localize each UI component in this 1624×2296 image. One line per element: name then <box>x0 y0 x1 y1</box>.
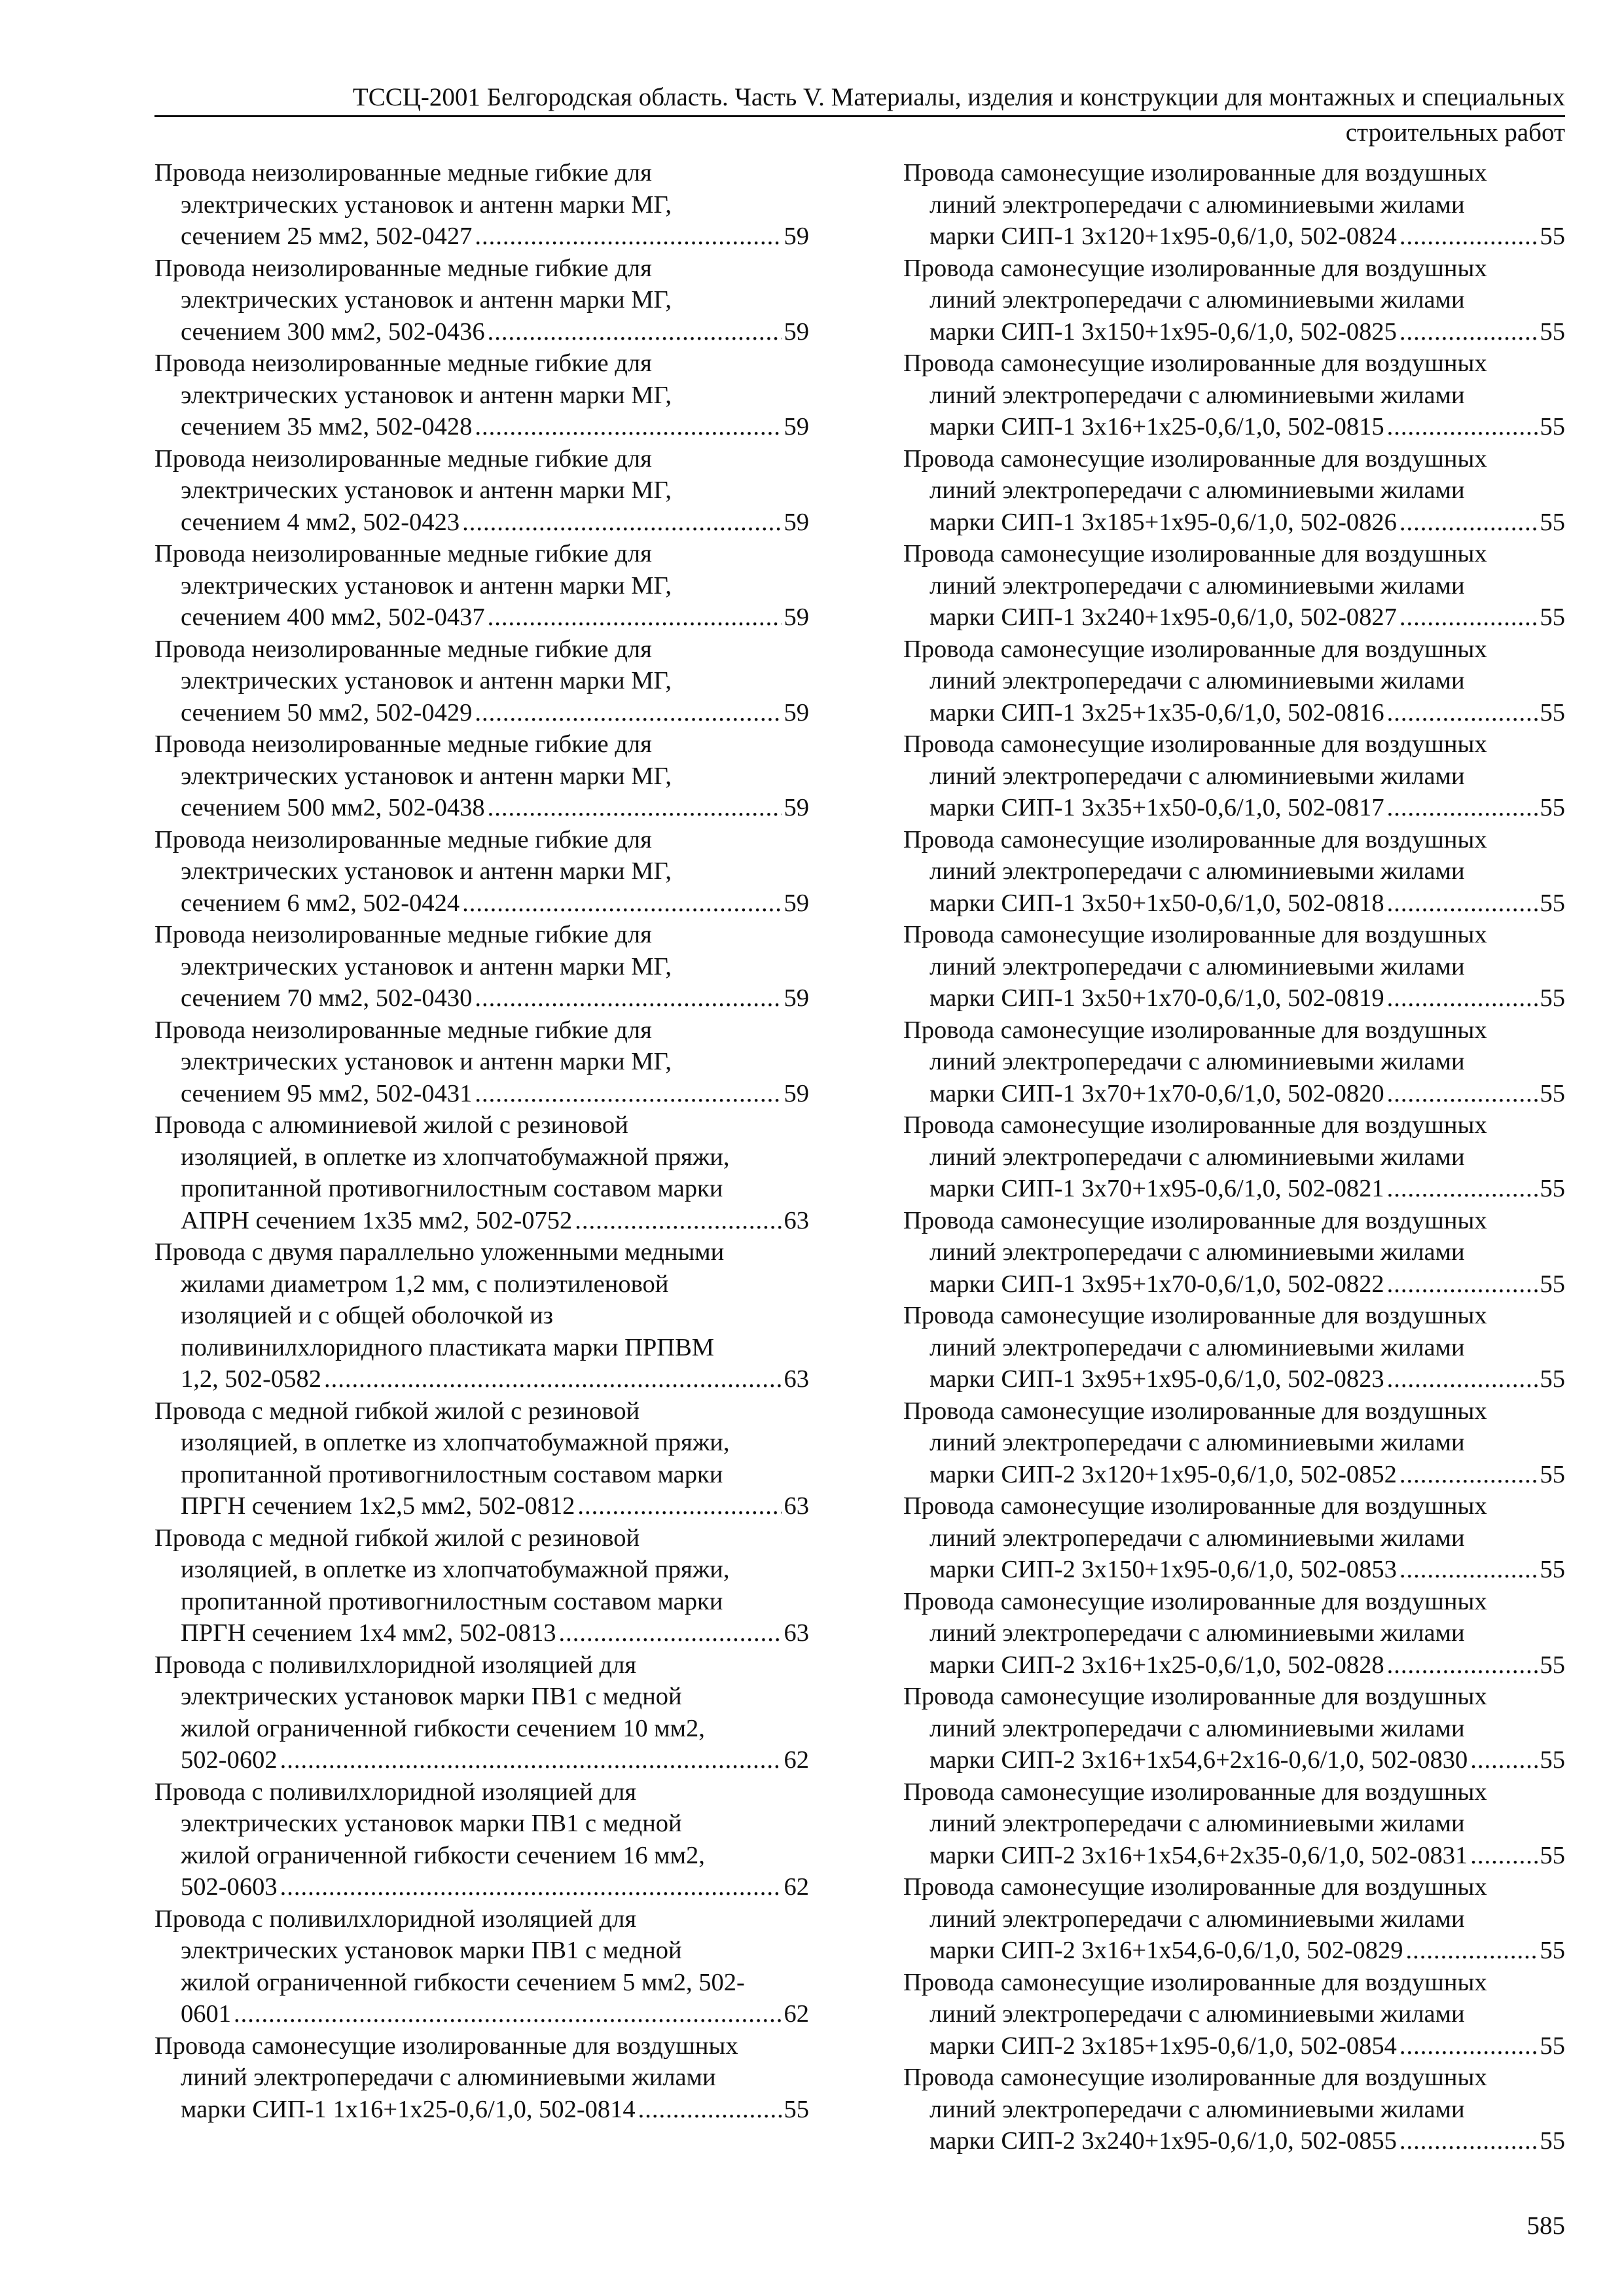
dot-leader <box>1387 411 1538 443</box>
entry-text: сечением 400 мм2, 502-0437 <box>181 603 485 631</box>
entry-line: линий электропередачи с алюминиевыми жилами <box>929 1524 1465 1552</box>
index-column-right <box>903 157 1565 2157</box>
entry-text: 502-0603 <box>181 1873 278 1901</box>
index-entry <box>154 1395 809 1522</box>
entry-line <box>154 316 809 348</box>
dot-leader <box>488 316 782 348</box>
entry-line: поливинилхлоридного пластиката марки ПРПВМ <box>181 1333 715 1361</box>
entry-text: марки СИП-1 3х25+1х35-0,6/1,0, 502-0816 <box>929 698 1384 726</box>
entry-line <box>903 1459 1565 1491</box>
entry-text: марки СИП-1 3х95+1х95-0,6/1,0, 502-0823 <box>929 1365 1384 1393</box>
entry-line: электрических установок и антенн марки МГ, <box>181 190 672 219</box>
entry-line <box>903 1173 1565 1205</box>
entry-page-ref: 59 <box>784 889 809 917</box>
entry-line <box>903 601 1565 634</box>
entry-text: марки СИП-1 3х95+1х70-0,6/1,0, 502-0822 <box>929 1270 1384 1298</box>
entry-text: марки СИП-2 3х120+1х95-0,6/1,0, 502-0852 <box>929 1460 1397 1488</box>
entry-text: марки СИП-1 1х16+1х25-0,6/1,0, 502-0814 <box>181 2095 636 2123</box>
index-entry <box>903 1205 1565 1300</box>
entry-line: Провода с поливилхлоридной изоляцией для <box>154 1778 637 1806</box>
entry-page-ref: 63 <box>784 1619 809 1647</box>
entry-page-ref: 59 <box>784 984 809 1012</box>
dot-leader <box>1399 601 1538 634</box>
entry-text: марки СИП-1 3х70+1х95-0,6/1,0, 502-0821 <box>929 1175 1384 1202</box>
dot-leader <box>1399 2030 1538 2062</box>
entry-line: электрических установок и антенн марки МГ, <box>181 571 672 600</box>
dot-leader <box>475 411 781 443</box>
entry-text: АПРН сечением 1х35 мм2, 502-0752 <box>181 1206 573 1234</box>
entry-line: электрических установок и антенн марки МГ, <box>181 476 672 504</box>
index-entry <box>903 1681 1565 1776</box>
dot-leader <box>1399 507 1538 539</box>
entry-line: Провода самонесущие изолированные для воздушных <box>903 1968 1487 1996</box>
entry-line <box>903 888 1565 920</box>
entry-text: сечением 70 мм2, 502-0430 <box>181 984 473 1012</box>
entry-line: Провода с алюминиевой жилой с резиновой <box>154 1111 628 1139</box>
entry-line <box>903 1268 1565 1300</box>
entry-line: Провода самонесущие изолированные для воздушных <box>903 350 1487 377</box>
dot-leader <box>475 221 781 253</box>
index-entry <box>903 1490 1565 1586</box>
entry-line: Провода самонесущие изолированные для воздушных <box>903 444 1487 473</box>
entry-line: Провода самонесущие изолированные для воздушных <box>903 635 1487 663</box>
entry-line: электрических установок и антенн марки МГ, <box>181 952 672 980</box>
entry-line: электрических установок и антенн марки МГ, <box>181 286 672 314</box>
entry-line: изоляцией, в оплетке из хлопчатобумажной пряжи, <box>181 1429 730 1456</box>
dot-leader <box>488 601 782 634</box>
index-entry <box>154 728 809 824</box>
index-entry <box>154 634 809 729</box>
entry-text: ПРГН сечением 1х4 мм2, 502-0813 <box>181 1619 556 1647</box>
entry-line <box>903 982 1565 1014</box>
entry-line: Провода неизолированные медные гибкие для <box>154 730 652 758</box>
entry-line: электрических установок и антенн марки МГ, <box>181 762 672 790</box>
entry-line: Провода самонесущие изолированные для воздушных <box>903 1873 1487 1901</box>
entry-line: линий электропередачи с алюминиевыми жилами <box>929 190 1465 219</box>
entry-text: 502-0602 <box>181 1746 278 1774</box>
dot-leader <box>1387 1268 1538 1300</box>
entry-line: электрических установок марки ПВ1 с медной <box>181 1683 682 1710</box>
entry-page-ref: 55 <box>1540 223 1565 250</box>
entry-line: электрических установок марки ПВ1 с медной <box>181 1937 682 1964</box>
index-entry <box>903 348 1565 443</box>
entry-line <box>154 1617 809 1649</box>
entry-line <box>154 697 809 729</box>
index-entry <box>903 634 1565 729</box>
entry-line <box>154 411 809 443</box>
entry-line: линий электропередачи с алюминиевыми жилами <box>929 2095 1465 2123</box>
entry-line: жилой ограниченной гибкости сечением 16 мм2, <box>181 1841 705 1869</box>
entry-line: Провода самонесущие изолированные для воздушных <box>903 730 1487 758</box>
dot-leader <box>1399 316 1538 348</box>
entry-line: Провода самонесущие изолированные для воздушных <box>903 1778 1487 1806</box>
entry-line <box>903 1744 1565 1776</box>
entry-line <box>903 1649 1565 1681</box>
entry-line: изоляцией, в оплетке из хлопчатобумажной пряжи, <box>181 1143 730 1171</box>
entry-line: линий электропередачи с алюминиевыми жилами <box>929 1238 1465 1266</box>
entry-line <box>903 1363 1565 1395</box>
entry-line: Провода самонесущие изолированные для воздушных <box>154 2032 738 2060</box>
entry-line: линий электропередачи с алюминиевыми жилами <box>181 2064 716 2091</box>
entry-line <box>903 1840 1565 1872</box>
dot-leader <box>1406 1935 1538 1967</box>
entry-line <box>903 411 1565 443</box>
page-number: 585 <box>1526 2212 1565 2240</box>
entry-text: марки СИП-2 3х150+1х95-0,6/1,0, 502-0853 <box>929 1556 1397 1583</box>
entry-line <box>903 507 1565 539</box>
entry-text: марки СИП-1 3х240+1х95-0,6/1,0, 502-0827 <box>929 603 1397 631</box>
dot-leader <box>1387 792 1538 824</box>
index-entry <box>903 2062 1565 2157</box>
entry-page-ref: 59 <box>784 698 809 726</box>
entry-line <box>903 1935 1565 1967</box>
entry-line <box>903 316 1565 348</box>
entry-text: марки СИП-2 3х16+1х54,6+2х35-0,6/1,0, 502-0831 <box>929 1841 1468 1869</box>
entry-page-ref: 59 <box>784 603 809 631</box>
dot-leader <box>1387 982 1538 1014</box>
entry-line <box>154 601 809 634</box>
entry-line: Провода неизолированные медные гибкие для <box>154 921 652 948</box>
entry-line <box>154 1998 809 2030</box>
header-subtitle: строительных работ <box>1345 118 1565 147</box>
dot-leader <box>1470 1840 1537 1872</box>
entry-line: Провода с медной гибкой жилой с резиновой <box>154 1397 640 1425</box>
entry-page-ref: 55 <box>1540 1746 1565 1774</box>
dot-leader <box>1470 1744 1537 1776</box>
entry-text: марки СИП-1 3х16+1х25-0,6/1,0, 502-0815 <box>929 413 1384 440</box>
entry-line <box>154 507 809 539</box>
entry-page-ref: 59 <box>784 223 809 250</box>
entry-text: марки СИП-2 3х16+1х25-0,6/1,0, 502-0828 <box>929 1651 1384 1679</box>
dot-leader <box>462 888 781 920</box>
index-entry <box>903 1014 1565 1110</box>
entry-line: Провода самонесущие изолированные для воздушных <box>903 254 1487 282</box>
index-entry <box>903 443 1565 539</box>
entry-text: 1,2, 502-0582 <box>181 1365 321 1393</box>
entry-line: линий электропередачи с алюминиевыми жилами <box>929 381 1465 409</box>
index-entry <box>154 824 809 920</box>
entry-text: сечением 50 мм2, 502-0429 <box>181 698 473 726</box>
entry-line: Провода самонесущие изолированные для воздушных <box>903 159 1487 187</box>
entry-line <box>154 1363 809 1395</box>
dot-leader <box>1387 1078 1538 1110</box>
entry-page-ref: 55 <box>1540 1079 1565 1107</box>
entry-page-ref: 55 <box>1540 1841 1565 1869</box>
dot-leader <box>1387 888 1538 920</box>
dot-leader <box>475 982 781 1014</box>
entry-page-ref: 55 <box>1540 698 1565 726</box>
dot-leader <box>1399 2125 1538 2157</box>
entry-page-ref: 55 <box>1540 1460 1565 1488</box>
index-entry <box>154 1236 809 1395</box>
dot-leader <box>324 1363 782 1395</box>
index-entry <box>903 1109 1565 1205</box>
entry-line: линий электропередачи с алюминиевыми жилами <box>929 1143 1465 1171</box>
entry-line <box>154 2094 809 2126</box>
entry-line: Провода неизолированные медные гибкие для <box>154 159 652 187</box>
entry-page-ref: 55 <box>1540 1651 1565 1679</box>
entry-line: Провода самонесущие изолированные для воздушных <box>903 1587 1487 1615</box>
index-entry <box>903 1871 1565 1967</box>
entry-line: Провода самонесущие изолированные для воздушных <box>903 1302 1487 1329</box>
index-entry <box>903 728 1565 824</box>
entry-page-ref: 55 <box>1540 1937 1565 1964</box>
dot-leader <box>234 1998 782 2030</box>
entry-page-ref: 55 <box>1540 984 1565 1012</box>
entry-page-ref: 55 <box>1540 413 1565 440</box>
entry-line: Провода самонесущие изолированные для воздушных <box>903 1492 1487 1520</box>
entry-line: Провода самонесущие изолированные для воздушных <box>903 540 1487 567</box>
index-entry <box>903 157 1565 253</box>
index-entry <box>154 1903 809 2030</box>
entry-line: Провода неизолированные медные гибкие для <box>154 635 652 663</box>
entry-text: сечением 25 мм2, 502-0427 <box>181 223 473 250</box>
dot-leader <box>1387 1173 1538 1205</box>
entry-line: жилой ограниченной гибкости сечением 5 мм2, 502- <box>181 1968 745 1996</box>
entry-line: Провода неизолированные медные гибкие для <box>154 444 652 473</box>
entry-page-ref: 63 <box>784 1206 809 1234</box>
dot-leader <box>577 1490 781 1522</box>
index-entry <box>154 157 809 253</box>
entry-text: марки СИП-2 3х16+1х54,6+2х16-0,6/1,0, 502-0830 <box>929 1746 1468 1774</box>
entry-line: линий электропередачи с алюминиевыми жилами <box>929 952 1465 980</box>
entry-line: Провода самонесущие изолированные для воздушных <box>903 825 1487 853</box>
dot-leader <box>1399 1459 1538 1491</box>
index-entry <box>903 1776 1565 1872</box>
entry-line <box>154 792 809 824</box>
entry-line: линий электропередачи с алюминиевыми жилами <box>929 1333 1465 1361</box>
entry-line: Провода самонесущие изолированные для воздушных <box>903 1111 1487 1139</box>
dot-leader <box>1399 221 1538 253</box>
entry-line <box>154 982 809 1014</box>
entry-line <box>154 888 809 920</box>
entry-line: Провода самонесущие изолированные для воздушных <box>903 921 1487 948</box>
index-entry <box>903 538 1565 634</box>
entry-line: пропитанной противогнилостным составом марки <box>181 1175 723 1202</box>
entry-text: сечением 4 мм2, 502-0423 <box>181 508 460 536</box>
entry-line <box>903 697 1565 729</box>
index-entry <box>903 1967 1565 2062</box>
entry-page-ref: 62 <box>784 2000 809 2028</box>
entry-page-ref: 55 <box>1540 794 1565 821</box>
entry-text: сечением 6 мм2, 502-0424 <box>181 889 460 917</box>
entry-page-ref: 55 <box>1540 1270 1565 1298</box>
entry-page-ref: 55 <box>1540 2127 1565 2155</box>
index-entry <box>903 824 1565 920</box>
entry-text: сечением 300 мм2, 502-0436 <box>181 317 485 346</box>
entry-line: жилами диаметром 1,2 мм, с полиэтиленовой <box>181 1270 669 1298</box>
entry-line: линий электропередачи с алюминиевыми жилами <box>929 1905 1465 1933</box>
entry-text: марки СИП-1 3х120+1х95-0,6/1,0, 502-0824 <box>929 223 1397 250</box>
dot-leader <box>575 1205 781 1237</box>
dot-leader <box>475 1078 781 1110</box>
entry-line: линий электропередачи с алюминиевыми жилами <box>929 1048 1465 1075</box>
entry-page-ref: 63 <box>784 1492 809 1520</box>
entry-line <box>154 221 809 253</box>
entry-line: Провода самонесущие изолированные для воздушных <box>903 2064 1487 2091</box>
entry-page-ref: 55 <box>784 2095 809 2123</box>
entry-page-ref: 62 <box>784 1873 809 1901</box>
entry-page-ref: 55 <box>1540 1365 1565 1393</box>
entry-line <box>903 221 1565 253</box>
entry-text: марки СИП-1 3х50+1х50-0,6/1,0, 502-0818 <box>929 889 1384 917</box>
entry-page-ref: 59 <box>784 1079 809 1107</box>
entry-line: пропитанной противогнилостным составом марки <box>181 1587 723 1615</box>
dot-leader <box>1399 1554 1538 1586</box>
index-entry <box>154 1109 809 1236</box>
entry-text: марки СИП-2 3х16+1х54,6-0,6/1,0, 502-0829 <box>929 1937 1403 1964</box>
index-entry <box>154 919 809 1014</box>
entry-line <box>154 1744 809 1776</box>
entry-line <box>903 1078 1565 1110</box>
dot-leader <box>462 507 781 539</box>
dot-leader <box>1387 1649 1538 1681</box>
index-entry <box>903 919 1565 1014</box>
entry-line: Провода самонесущие изолированные для воздушных <box>903 1683 1487 1710</box>
entry-line: Провода неизолированные медные гибкие для <box>154 540 652 567</box>
index-entry <box>154 538 809 634</box>
entry-line: Провода неизолированные медные гибкие для <box>154 350 652 377</box>
entry-line: Провода с двумя параллельно уложенными медными <box>154 1238 725 1266</box>
entry-text: марки СИП-1 3х185+1х95-0,6/1,0, 502-0826 <box>929 508 1397 536</box>
entry-line: пропитанной противогнилостным составом марки <box>181 1460 723 1488</box>
entry-page-ref: 55 <box>1540 1175 1565 1202</box>
entry-line: электрических установок и антенн марки МГ, <box>181 857 672 885</box>
entry-page-ref: 59 <box>784 794 809 821</box>
dot-leader <box>638 2094 782 2126</box>
entry-text: марки СИП-1 3х35+1х50-0,6/1,0, 502-0817 <box>929 794 1384 821</box>
index-entry <box>903 253 1565 348</box>
index-entry <box>154 1649 809 1776</box>
entry-text: марки СИП-2 3х240+1х95-0,6/1,0, 502-0855 <box>929 2127 1397 2155</box>
entry-page-ref: 59 <box>784 508 809 536</box>
index-entry <box>154 253 809 348</box>
index-column-left <box>154 157 809 2125</box>
entry-line: линий электропередачи с алюминиевыми жилами <box>929 667 1465 694</box>
entry-page-ref: 55 <box>1540 317 1565 346</box>
entry-line: линий электропередачи с алюминиевыми жилами <box>929 476 1465 504</box>
header-title: ТССЦ-2001 Белгородская область. Часть V. Материалы, изделия и конструкции для монтажных и специальных <box>352 83 1565 111</box>
index-entry <box>154 1014 809 1110</box>
index-entry <box>154 1522 809 1649</box>
entry-page-ref: 59 <box>784 413 809 440</box>
entry-line: электрических установок и антенн марки МГ, <box>181 381 672 409</box>
entry-line: Провода самонесущие изолированные для воздушных <box>903 1206 1487 1234</box>
entry-line: линий электропередачи с алюминиевыми жилами <box>929 1619 1465 1647</box>
entry-text: марки СИП-1 3х150+1х95-0,6/1,0, 502-0825 <box>929 317 1397 346</box>
entry-line: Провода самонесущие изолированные для воздушных <box>903 1397 1487 1425</box>
entry-text: ПРГН сечением 1х2,5 мм2, 502-0812 <box>181 1492 575 1520</box>
entry-line <box>903 792 1565 824</box>
entry-line: Провода неизолированные медные гибкие для <box>154 1016 652 1044</box>
index-entry <box>154 1776 809 1903</box>
entry-line: электрических установок марки ПВ1 с медной <box>181 1810 682 1837</box>
entry-page-ref: 63 <box>784 1365 809 1393</box>
index-entry <box>903 1395 1565 1491</box>
entry-line: линий электропередачи с алюминиевыми жилами <box>929 1810 1465 1837</box>
entry-line: Провода с поливилхлоридной изоляцией для <box>154 1905 637 1933</box>
entry-line <box>903 1554 1565 1586</box>
entry-line: Провода самонесущие изолированные для воздушных <box>903 1016 1487 1044</box>
dot-leader <box>280 1871 782 1903</box>
entry-line: линий электропередачи с алюминиевыми жилами <box>929 2000 1465 2028</box>
entry-line: линий электропередачи с алюминиевыми жилами <box>929 571 1465 600</box>
entry-page-ref: 55 <box>1540 1556 1565 1583</box>
entry-line: электрических установок и антенн марки МГ, <box>181 667 672 694</box>
index-entry <box>154 443 809 539</box>
entry-line: Провода неизолированные медные гибкие для <box>154 254 652 282</box>
running-header <box>154 80 1565 117</box>
entry-page-ref: 55 <box>1540 2032 1565 2060</box>
entry-text: марки СИП-1 3х50+1х70-0,6/1,0, 502-0819 <box>929 984 1384 1012</box>
entry-text: 0601 <box>181 2000 231 2028</box>
entry-line <box>903 2125 1565 2157</box>
index-entry <box>154 348 809 443</box>
entry-line: изоляцией, в оплетке из хлопчатобумажной пряжи, <box>181 1556 730 1583</box>
entry-line <box>154 1078 809 1110</box>
entry-text: сечением 35 мм2, 502-0428 <box>181 413 473 440</box>
entry-page-ref: 55 <box>1540 508 1565 536</box>
dot-leader <box>280 1744 782 1776</box>
entry-text: марки СИП-1 3х70+1х70-0,6/1,0, 502-0820 <box>929 1079 1384 1107</box>
entry-text: сечением 95 мм2, 502-0431 <box>181 1079 473 1107</box>
entry-page-ref: 62 <box>784 1746 809 1774</box>
entry-line: линий электропередачи с алюминиевыми жилами <box>929 762 1465 790</box>
dot-leader <box>488 792 782 824</box>
entry-line: изоляцией и с общей оболочкой из <box>181 1302 553 1329</box>
entry-text: марки СИП-2 3х185+1х95-0,6/1,0, 502-0854 <box>929 2032 1397 2060</box>
dot-leader <box>1387 697 1538 729</box>
entry-page-ref: 55 <box>1540 603 1565 631</box>
entry-line <box>154 1205 809 1237</box>
dot-leader <box>1387 1363 1538 1395</box>
entry-line: линий электропередачи с алюминиевыми жилами <box>929 1714 1465 1742</box>
entry-line: жилой ограниченной гибкости сечением 10 мм2, <box>181 1714 705 1742</box>
entry-line: линий электропередачи с алюминиевыми жилами <box>929 1429 1465 1456</box>
entry-text: сечением 500 мм2, 502-0438 <box>181 794 485 821</box>
entry-line: Провода неизолированные медные гибкие для <box>154 825 652 853</box>
index-entry <box>903 1586 1565 1681</box>
entry-line: Провода с поливилхлоридной изоляцией для <box>154 1651 637 1679</box>
index-entry <box>154 2030 809 2126</box>
entry-page-ref: 59 <box>784 317 809 346</box>
entry-page-ref: 55 <box>1540 889 1565 917</box>
dot-leader <box>475 697 781 729</box>
entry-line <box>154 1490 809 1522</box>
entry-line: Провода с медной гибкой жилой с резиновой <box>154 1524 640 1552</box>
entry-line <box>154 1871 809 1903</box>
dot-leader <box>559 1617 782 1649</box>
index-entry <box>903 1300 1565 1395</box>
entry-line <box>903 2030 1565 2062</box>
entry-line: линий электропередачи с алюминиевыми жилами <box>929 857 1465 885</box>
entry-line: линий электропередачи с алюминиевыми жилами <box>929 286 1465 314</box>
entry-line: электрических установок и антенн марки МГ, <box>181 1048 672 1075</box>
